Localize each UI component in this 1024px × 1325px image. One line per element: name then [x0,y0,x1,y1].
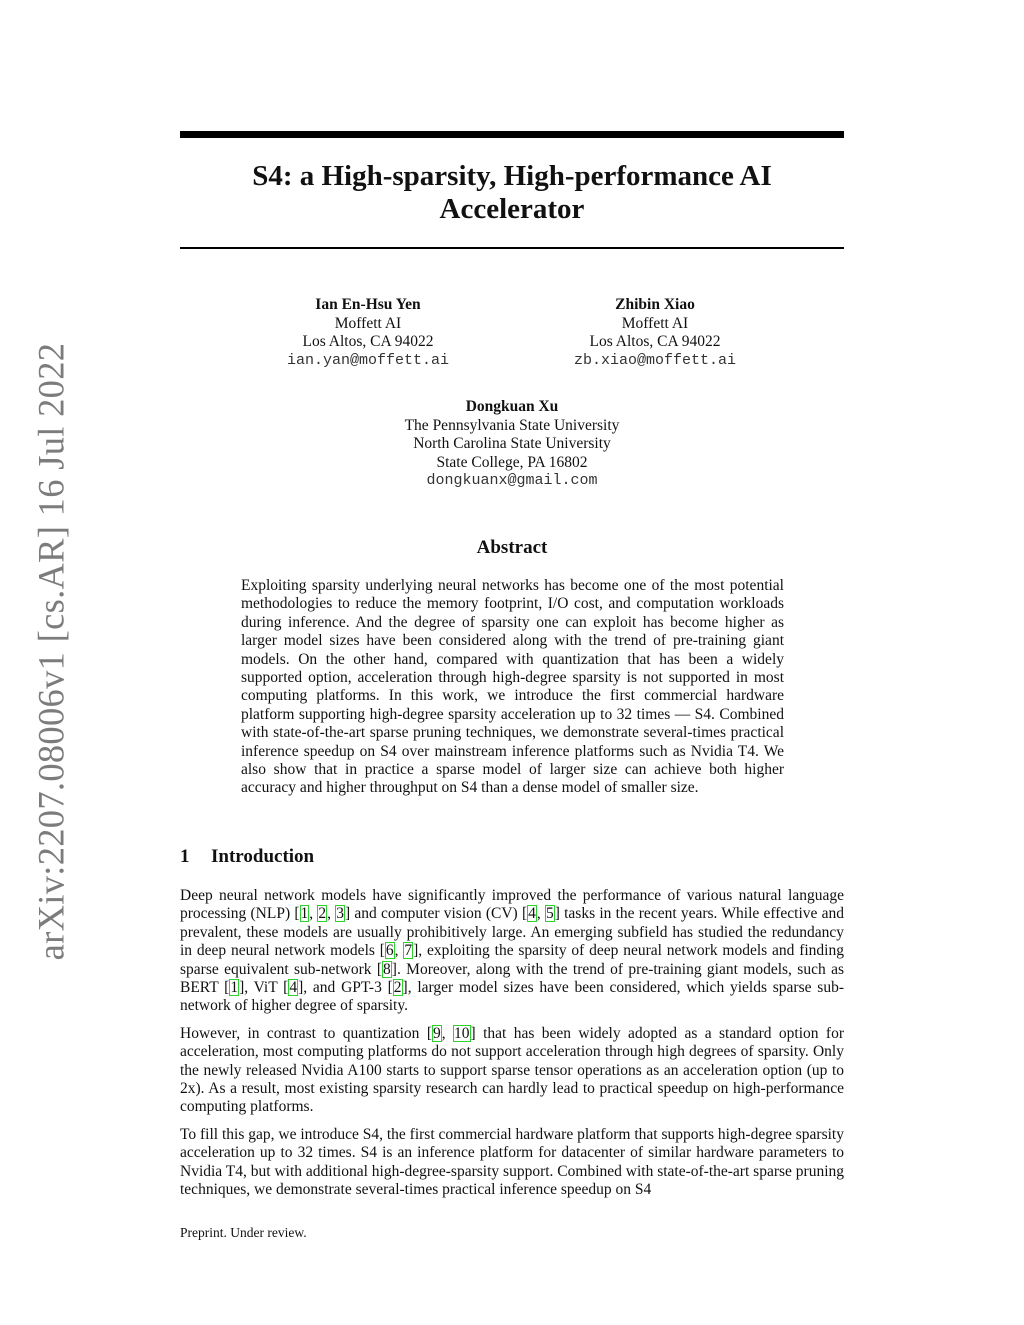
citation-link[interactable]: 10 [454,1024,470,1042]
text-run: , [441,1024,454,1042]
citation-link[interactable]: 6 [385,942,394,960]
paragraph [180,1025,844,1117]
text-run: ] that has been widely adopted as a standard option for acceleration, most computing platforms do not support acceleration through high degrees of sparsity. Only the newly released Nvidia A100 starts to support sparse tensor operations as an acceleration option (up to 2x). As a result, most existing sparsity research can hardly lead to practical speedup on high-performance computing platforms. [180,1024,844,1116]
citation-link[interactable]: 3 [336,905,344,923]
citation-link[interactable]: 8 [383,960,391,978]
abstract-text: Exploiting sparsity underlying neural networks has become one of the most potential methodologies to reduce the memory footprint, I/O cost, and computation workloads during inference. And the degree of sparsity one can exploit has become higher as larger model sizes have been considered along with the trend of pre-training giant models. On the other hand, compared with quantization that has been a widely supported option, acceleration through high-degree sparsity is not supported in most computing platforms. In this work, we introduce the first commercial hardware platform supporting high-degree sparsity acceleration up to 32 times — S4. Combined with state-of-the-art sparse pruning techniques, we demonstrate several-times practical inference speedup on S4 over mainstream inference platforms such as Nvidia T4. We also show that in practice a sparse model of larger size can achieve both higher accuracy and higher throughput on S4 than a dense model of smaller size. [241,577,784,797]
section-heading [180,846,314,868]
section-body [180,887,844,1209]
text-run: ] tasks in the recent years. While effective and prevalent, these models are usually prohibitively large. An emerging subfield has studied the redundancy in deep neural network models [ [180,905,845,960]
text-run: ] and computer vision (CV) [ [344,905,528,923]
text-run: ], larger model sizes have been considered, which yields sparse sub-network of higher degree of sparsity. [180,979,844,1015]
text-run: ]. Moreover, along with the trend of pre-training giant models, such as BERT [ [180,960,844,997]
text-run: ], exploiting the sparsity of deep neural network models and finding sparse equivalent sub-network [ [180,942,844,978]
citation-link[interactable]: 4 [528,905,536,923]
author-block [268,296,468,370]
title-top-rule [180,131,844,138]
citation-link[interactable]: 9 [432,1024,441,1042]
paragraph [180,887,844,1016]
section-number: 1 [180,846,190,867]
text-run: ], ViT [ [239,979,289,997]
author-block [555,296,755,370]
author-name: Zhibin Xiao [615,296,695,313]
text-run: However, in contrast to quantization [ [180,1024,432,1042]
text-run: ], and GPT-3 [ [298,979,393,997]
author-location: Los Altos, CA 94022 [302,333,434,350]
footer-note: Preprint. Under review. [180,1225,307,1240]
citation-link[interactable]: 4 [289,979,298,997]
author-location: Los Altos, CA 94022 [589,333,721,350]
abstract-heading: Abstract [476,537,548,558]
author-affiliation: The Pennsylvania State University [404,416,620,434]
arxiv-id: arXiv:2207.08006v1 [cs.AR] 16 Jul 2022 [30,342,72,960]
author-name: Dongkuan Xu [465,398,559,415]
citation-link[interactable]: 2 [318,905,327,923]
author-location: State College, PA 16802 [436,453,588,471]
author-affiliation: Moffett AI [621,314,689,332]
author-affiliation: North Carolina State University [413,435,611,452]
citation-link[interactable]: 5 [545,905,554,923]
author-name: Ian En-Hsu Yen [315,296,421,313]
arxiv-stamp [30,342,72,960]
title-bottom-rule [180,247,844,249]
author-affiliation: Moffett AI [334,314,402,332]
author-email[interactable]: zb.xiao@moffett.ai [573,351,737,369]
citation-link[interactable]: 2 [393,979,402,997]
author-email[interactable]: dongkuanx@gmail.com [426,472,598,489]
citation-link[interactable]: 7 [404,942,413,960]
text-run: , [536,905,545,923]
text-run: , [394,942,404,960]
author-email[interactable]: ian.yan@moffett.ai [286,351,450,369]
text-run: , [327,905,336,923]
citation-link[interactable]: 1 [230,979,239,997]
paragraph: To fill this gap, we introduce S4, the first commercial hardware platform that supports high-degree sparsity acceleration up to 32 times. S4 is an inference platform for datacenter of similar hardware parameters to Nvidia T4, but with additional high-degree-sparsity support. Combined with state-of-the-art sparse pruning techniques, we demonstrate several-times practical inference speedup on S4 [180,1125,844,1199]
author-block [362,398,662,491]
section-title: Introduction [211,846,315,867]
paper-title: S4: a High-sparsity, High-performance AI Accelerator [252,160,772,225]
citation-link[interactable]: 1 [300,905,309,923]
text-run: , [309,905,318,923]
text-run: Deep neural network models have significantly improved the performance of various natural language processing (NLP) [ [180,887,844,923]
